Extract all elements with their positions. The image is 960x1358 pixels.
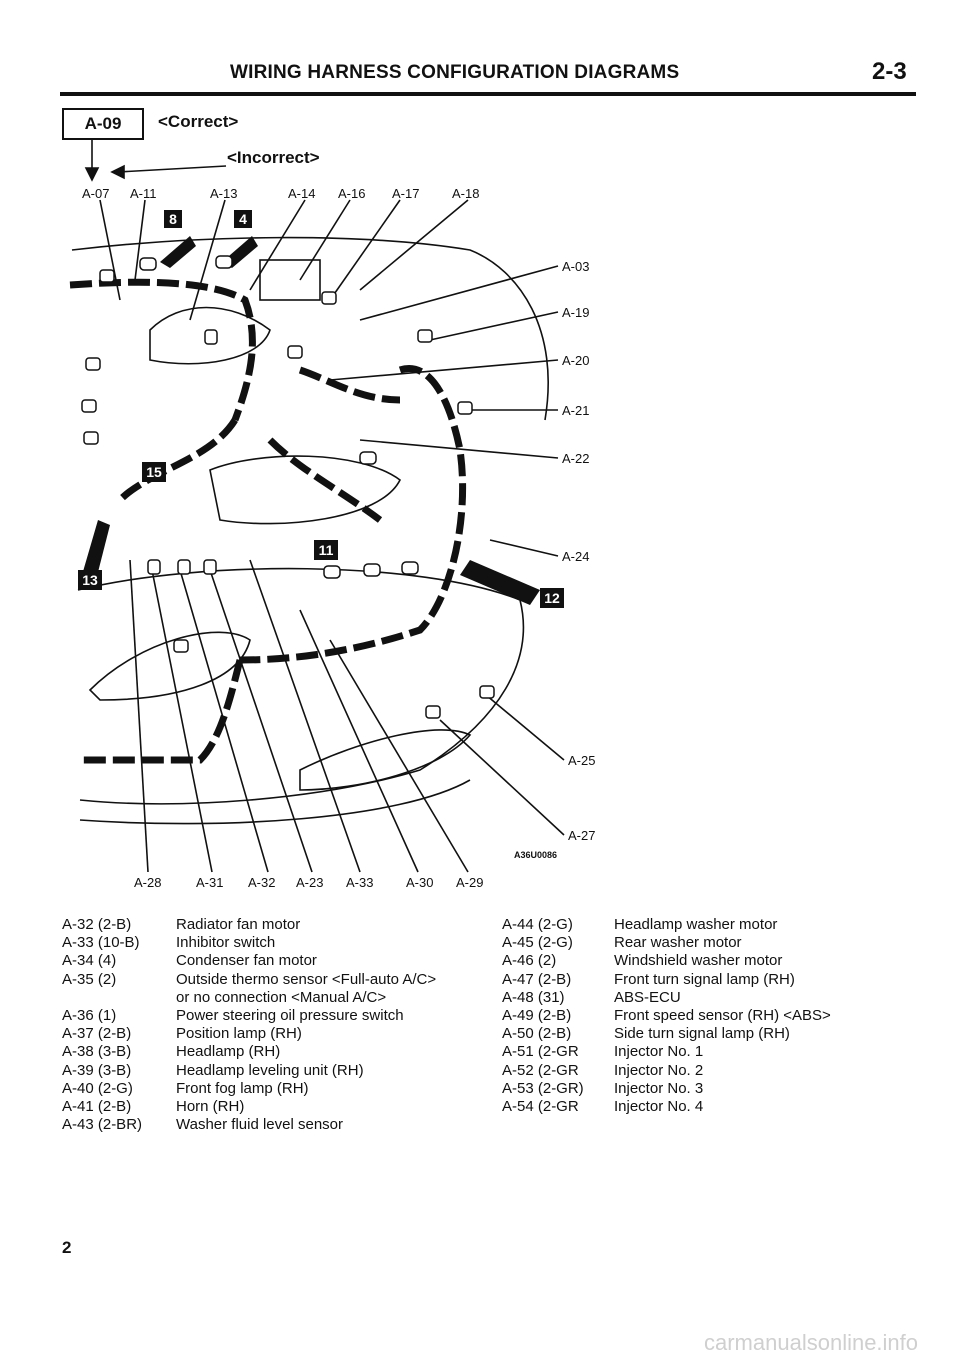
legend-code: A-38 (3-B) — [62, 1043, 132, 1061]
harness-pointer-12 — [460, 560, 540, 605]
legend-desc: or no connection <Manual A/C> — [176, 988, 387, 1006]
legend-row — [502, 1062, 831, 1080]
legend-desc: Horn (RH) — [176, 1098, 245, 1116]
legend-code: A-33 (10-B) — [62, 934, 140, 952]
connector-icon — [86, 358, 100, 370]
connector-box-label: A-09 — [62, 108, 144, 140]
connector-icon — [426, 706, 440, 718]
headlamp-outline — [90, 632, 250, 700]
badge-8-label: 8 — [169, 211, 177, 227]
legend-row — [62, 934, 436, 952]
legend-code: A-54 (2-GR — [502, 1098, 579, 1116]
legend-desc: Headlamp leveling unit (RH) — [176, 1061, 364, 1079]
legend-row — [62, 1116, 436, 1134]
legend-desc: Injector No. 1 — [614, 1043, 704, 1061]
legend-code: A-48 (31) — [502, 988, 565, 1006]
connector-icon — [458, 402, 472, 414]
legend-desc: Windshield washer motor — [614, 952, 783, 970]
legend-row — [62, 952, 436, 970]
callout-a17: A-17 — [392, 186, 420, 201]
legend-row — [502, 916, 831, 934]
legend-code: A-39 (3-B) — [62, 1061, 132, 1079]
legend-code: A-32 (2-B) — [62, 916, 132, 933]
legend-code: A-41 (2-B) — [62, 1098, 132, 1116]
legend-row — [62, 1043, 436, 1061]
callout-a30: A-30 — [406, 875, 434, 890]
badge-12-label: 12 — [544, 590, 560, 606]
legend-desc: Rear washer motor — [614, 934, 742, 952]
foglamp-outline — [300, 730, 470, 790]
watermark-text: carmanualsonline.info — [704, 1330, 919, 1355]
page-title: WIRING HARNESS CONFIGURATION DIAGRAMS — [230, 62, 680, 83]
legend-desc: Headlamp washer motor — [614, 916, 778, 933]
callout-a25: A-25 — [568, 753, 596, 768]
callout-a33: A-33 — [346, 875, 374, 890]
bumper-outline — [78, 569, 523, 804]
connector-icon — [204, 560, 216, 574]
connector-icon — [100, 270, 114, 282]
main-harness-left — [120, 420, 235, 500]
legend-code: A-44 (2-G) — [502, 916, 573, 933]
callout-a24: A-24 — [562, 549, 590, 564]
main-harness-lower — [80, 660, 240, 760]
legend-desc: Injector No. 3 — [614, 1079, 704, 1097]
callout-a19: A-19 — [562, 305, 590, 320]
legend-row — [62, 989, 436, 1007]
legend-row — [62, 1007, 436, 1025]
callout-a16: A-16 — [338, 186, 366, 201]
bumper-lower-outline — [80, 780, 470, 824]
legend-desc: Injector No. 2 — [614, 1061, 704, 1079]
legend-row — [502, 1025, 831, 1043]
legend-row — [62, 1025, 436, 1043]
image-code: A36U0086 — [514, 850, 558, 860]
legend-row — [502, 1098, 831, 1116]
legend-desc: Power steering oil pressure switch — [176, 1007, 404, 1025]
badge-4-label: 4 — [239, 211, 247, 227]
connector-icon — [364, 564, 380, 576]
legend-row — [502, 1007, 831, 1025]
legend-code: A-53 (2-GR) — [502, 1079, 584, 1097]
connector-icon — [148, 560, 160, 574]
legend-desc: ABS-ECU — [614, 988, 681, 1006]
callout-a20: A-20 — [562, 353, 590, 368]
legend-code: A-45 (2-G) — [502, 934, 573, 952]
legend-code: A-51 (2-GR — [502, 1043, 579, 1061]
legend-code — [62, 989, 176, 1007]
legend-row — [62, 1098, 436, 1116]
legend-code: A-37 (2-B) — [62, 1025, 132, 1043]
legend-row — [62, 971, 436, 989]
legend-row — [62, 916, 436, 934]
main-harness-upper — [70, 282, 252, 420]
legend-code: A-49 (2-B) — [502, 1007, 572, 1025]
connector-icon — [205, 330, 217, 344]
callout-a31: A-31 — [196, 875, 224, 890]
incorrect-arrow-line — [118, 166, 226, 172]
legend-desc: Injector No. 4 — [614, 1098, 704, 1116]
correct-arrowhead — [86, 168, 98, 180]
legend-row — [502, 989, 831, 1007]
legend-row — [502, 971, 831, 989]
legend-code: A-34 (4) — [62, 952, 117, 970]
legend-desc: Condenser fan motor — [176, 952, 317, 970]
incorrect-label: <Incorrect> — [227, 148, 320, 167]
legend-desc: Side turn signal lamp (RH) — [614, 1025, 790, 1043]
legend-row — [502, 1043, 831, 1061]
callout-a07: A-07 — [82, 186, 110, 201]
correct-label: <Correct> — [158, 112, 239, 131]
section-page-number: 2-3 — [872, 58, 907, 85]
legend-desc: Radiator fan motor — [176, 916, 301, 933]
connector-icon — [322, 292, 336, 304]
legend-row — [62, 1062, 436, 1080]
legend-row — [502, 934, 831, 952]
connector-icon — [178, 560, 190, 574]
legend-code: A-47 (2-B) — [502, 970, 572, 988]
legend-desc: Headlamp (RH) — [176, 1043, 281, 1061]
connector-icon — [480, 686, 494, 698]
legend-desc: Front turn signal lamp (RH) — [614, 970, 795, 988]
legend-code: A-35 (2) — [62, 970, 117, 988]
callout-a21: A-21 — [562, 403, 590, 418]
callout-a28: A-28 — [134, 875, 162, 890]
connector-icon — [324, 566, 340, 578]
callout-a29: A-29 — [456, 875, 484, 890]
callout-a23: A-23 — [296, 875, 324, 890]
callout-a22: A-22 — [562, 451, 590, 466]
connector-icon — [360, 452, 376, 464]
callout-a14: A-14 — [288, 186, 316, 201]
badge-13-label: 13 — [82, 572, 98, 588]
legend-desc: Inhibitor switch — [176, 934, 276, 952]
callout-a13: A-13 — [210, 186, 238, 201]
callout-a27: A-27 — [568, 828, 596, 843]
legend-code: A-46 (2) — [502, 952, 557, 970]
legend-row — [502, 1080, 831, 1098]
connector-icon — [140, 258, 156, 270]
badge-11-label: 11 — [318, 542, 334, 558]
badge-15-label: 15 — [146, 464, 162, 480]
legend-row — [62, 1080, 436, 1098]
legend-desc: Front speed sensor (RH) <ABS> — [614, 1007, 831, 1025]
callout-a11: A-11 — [130, 186, 157, 201]
legend-code: A-50 (2-B) — [502, 1025, 572, 1043]
callout-a32: A-32 — [248, 875, 276, 890]
callout-a18: A-18 — [452, 186, 480, 201]
connector-icon — [84, 432, 98, 444]
main-harness-right — [240, 368, 463, 660]
legend-desc: Outside thermo sensor <Full-auto A/C> — [176, 970, 437, 988]
callout-a03: A-03 — [562, 259, 590, 274]
legend-row — [502, 952, 831, 970]
connector-icon — [288, 346, 302, 358]
legend-code: A-40 (2-G) — [62, 1079, 133, 1097]
connector-icon — [174, 640, 188, 652]
connector-icon — [402, 562, 418, 574]
legend-code: A-43 (2-BR) — [62, 1116, 143, 1134]
legend-left-column — [62, 916, 436, 1134]
connector-icon — [82, 400, 96, 412]
legend-code: A-52 (2-GR — [502, 1061, 579, 1079]
relay-box-outline — [260, 260, 320, 300]
connector-icon — [418, 330, 432, 342]
legend-desc: Position lamp (RH) — [176, 1025, 302, 1043]
legend-right-column — [502, 916, 831, 1116]
incorrect-arrowhead — [112, 166, 124, 178]
footer-page-number: 2 — [62, 1238, 72, 1257]
legend-desc: Front fog lamp (RH) — [176, 1079, 309, 1097]
connector-icon — [216, 256, 232, 268]
legend-desc: Washer fluid level sensor — [176, 1116, 344, 1134]
legend-code: A-36 (1) — [62, 1007, 117, 1025]
